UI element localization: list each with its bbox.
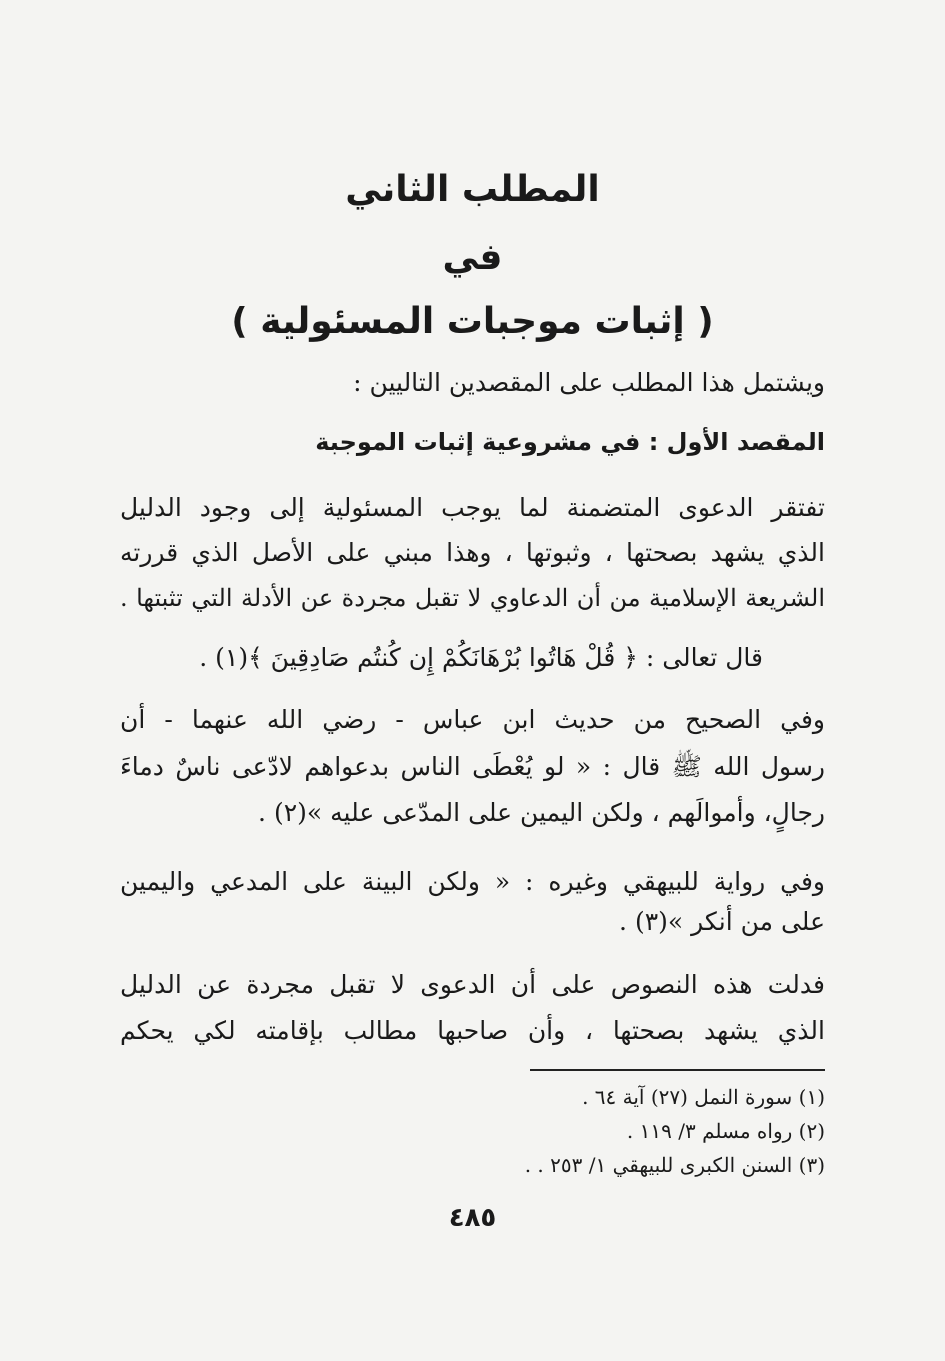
paragraph-line: رسول الله ﷺ قال : « لو يُعْطَى الناس بدعواهم لادّعى ناسٌ دماءَ [120, 752, 825, 781]
paragraph-line: رجالٍ، وأموالَهم ، ولكن اليمين على المدّعى عليه »(٢) . [258, 798, 825, 827]
paragraph-line: على من أنكر »(٣) . [619, 907, 825, 936]
heading-connector: في [442, 237, 503, 278]
intro-text: ويشتمل هذا المطلب على المقصدين التاليين : [353, 368, 825, 397]
subsection-title: المقصد الأول : في مشروعية إثبات الموجبة [315, 428, 825, 456]
paragraph-line: فدلت هذه النصوص على أن الدعوى لا تقبل مجردة عن الدليل [120, 970, 825, 999]
page-number: ٤٨٥ [448, 1203, 497, 1233]
paragraph-line: الشريعة الإسلامية من أن الدعاوي لا تقبل مجردة عن الأدلة التي تثبتها . [120, 584, 825, 612]
section-heading: المطلب الثاني [345, 169, 600, 210]
footnote: (١) سورة النمل (٢٧) آية ٦٤ . [582, 1085, 825, 1109]
paragraph-line: تفتقر الدعوى المتضمنة لما يوجب المسئولية إلى وجود الدليل [120, 493, 825, 522]
quran-verse-line: قال تعالى : ﴿ قُلْ هَاتُوا بُرْهَانَكُمْ إِن كُنتُم صَادِقِينَ ﴾(١) . [199, 643, 763, 672]
paragraph-line: الذي يشهد بصحتها ، وأن صاحبها مطالب بإقامته لكي يحكم [120, 1016, 825, 1045]
paragraph-line: وفي الصحيح من حديث ابن عباس - رضي الله عنهما - أن [120, 705, 825, 734]
footnote: (٣) السنن الكبرى للبيهقي ١/ ٢٥٣ . . [524, 1153, 825, 1177]
section-subtitle: ( إثبات موجبات المسئولية ) [231, 301, 714, 342]
paragraph-line: الذي يشهد بصحتها ، وثبوتها ، وهذا مبني على الأصل الذي قررته [120, 538, 825, 567]
footnote-divider [530, 1069, 825, 1071]
paragraph-line: وفي رواية للبيهقي وغيره : « ولكن البينة على المدعي واليمين [120, 867, 825, 896]
footnote: (٢) رواه مسلم ٣/ ١١٩ . [626, 1119, 825, 1143]
